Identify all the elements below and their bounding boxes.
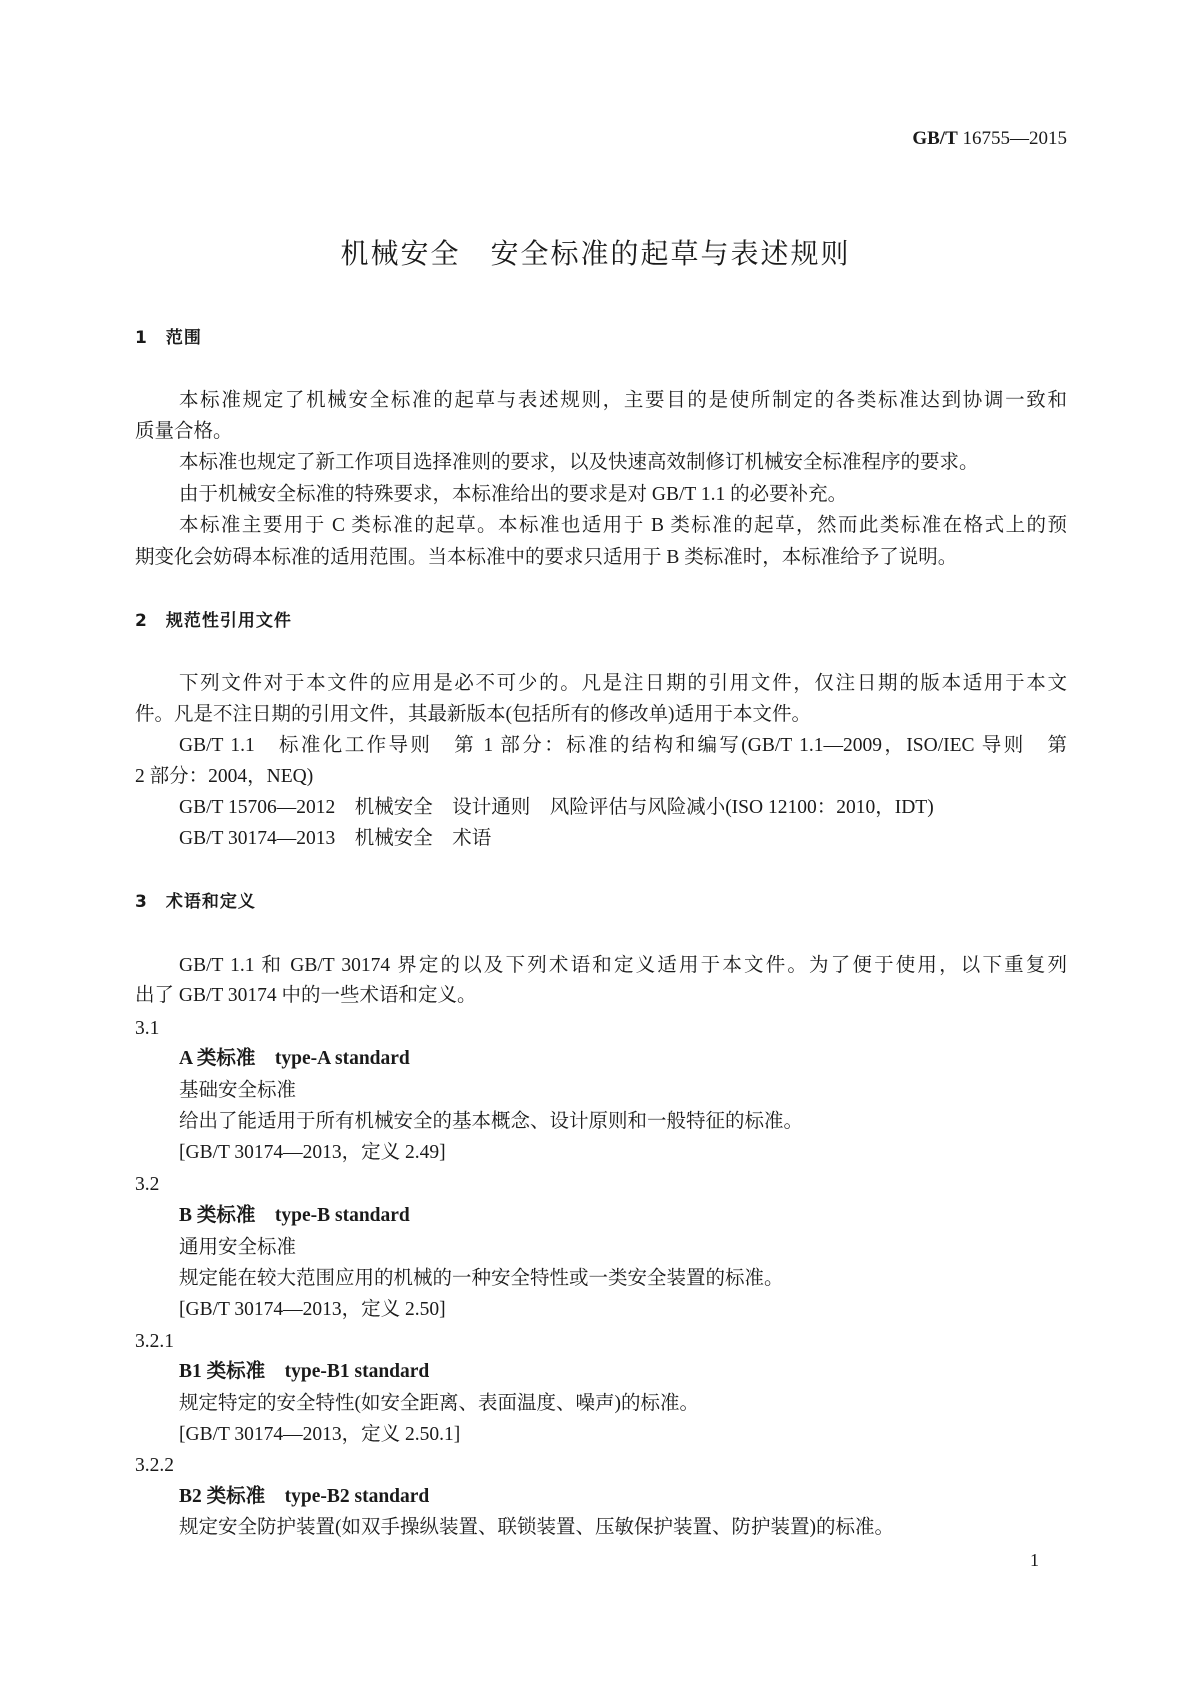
term-number: 3.2	[135, 1174, 160, 1195]
term-definition: 规定安全防护装置(如双手操纵装置、联锁装置、压敏保护装置、防护装置)的标准。	[179, 1517, 894, 1538]
paragraph-line: 件。凡是不注日期的引用文件，其最新版本(包括所有的修改单)适用于本文件。	[135, 704, 811, 725]
paragraph-line: 出了 GB/T 30174 中的一些术语和定义。	[135, 985, 477, 1006]
term-synonym: 基础安全标准	[179, 1080, 297, 1101]
paragraph-line: 质量合格。	[135, 421, 233, 442]
paragraph-line: 下列文件对于本文件的应用是必不可少的。凡是注日期的引用文件，仅注日期的版本适用于本文	[179, 673, 1067, 694]
document-title: 机械安全 安全标准的起草与表述规则	[340, 237, 851, 270]
term-name: A 类标准 type-A standard	[179, 1048, 410, 1069]
section-heading: 2 规范性引用文件	[135, 611, 292, 631]
section-heading: 3 术语和定义	[135, 892, 256, 912]
reference-line: 2 部分：2004，NEQ)	[135, 766, 314, 787]
term-name: B2 类标准 type-B2 standard	[179, 1486, 430, 1507]
reference-line: GB/T 1.1 标准化工作导则 第 1 部分：标准的结构和编写(GB/T 1.1—2009，ISO/IEC 导则 第	[179, 735, 1067, 756]
paragraph-line: 本标准也规定了新工作项目选择准则的要求，以及快速高效制修订机械安全标准程序的要求。	[179, 452, 979, 473]
code-prefix: GB/T	[912, 128, 958, 149]
term-definition: 规定能在较大范围应用的机械的一种安全特性或一类安全装置的标准。	[179, 1268, 784, 1289]
term-number: 3.1	[135, 1018, 160, 1039]
term-source: [GB/T 30174—2013，定义 2.50]	[179, 1299, 446, 1320]
section-heading: 1 范围	[135, 328, 202, 348]
standard-code	[912, 128, 1067, 150]
code-number: 16755—2015	[962, 128, 1067, 149]
reference-line: GB/T 15706—2012 机械安全 设计通则 风险评估与风险减小(ISO 12100：2010，IDT)	[179, 797, 934, 818]
paragraph-line: 本标准主要用于 C 类标准的起草。本标准也适用于 B 类标准的起草，然而此类标准在格式上的预	[179, 515, 1067, 536]
term-number: 3.2.1	[135, 1331, 174, 1352]
term-synonym: 通用安全标准	[179, 1237, 297, 1258]
paragraph-line: 期变化会妨碍本标准的适用范围。当本标准中的要求只适用于 B 类标准时，本标准给予了说明。	[135, 547, 958, 568]
reference-line: GB/T 30174—2013 机械安全 术语	[179, 828, 492, 849]
paragraph-line: GB/T 1.1 和 GB/T 30174 界定的以及下列术语和定义适用于本文件。为了便于使用，以下重复列	[179, 955, 1067, 976]
paragraph-line: 由于机械安全标准的特殊要求，本标准给出的要求是对 GB/T 1.1 的必要补充。	[179, 484, 848, 505]
term-name: B1 类标准 type-B1 standard	[179, 1361, 430, 1382]
term-name: B 类标准 type-B standard	[179, 1205, 410, 1226]
page-number: 1	[1030, 1550, 1039, 1570]
term-definition: 给出了能适用于所有机械安全的基本概念、设计原则和一般特征的标准。	[179, 1111, 804, 1132]
term-number: 3.2.2	[135, 1455, 174, 1476]
term-source: [GB/T 30174—2013，定义 2.50.1]	[179, 1424, 461, 1445]
term-source: [GB/T 30174—2013，定义 2.49]	[179, 1142, 446, 1163]
paragraph-line: 本标准规定了机械安全标准的起草与表述规则，主要目的是使所制定的各类标准达到协调一致和	[179, 390, 1067, 411]
term-definition: 规定特定的安全特性(如安全距离、表面温度、噪声)的标准。	[179, 1393, 699, 1414]
